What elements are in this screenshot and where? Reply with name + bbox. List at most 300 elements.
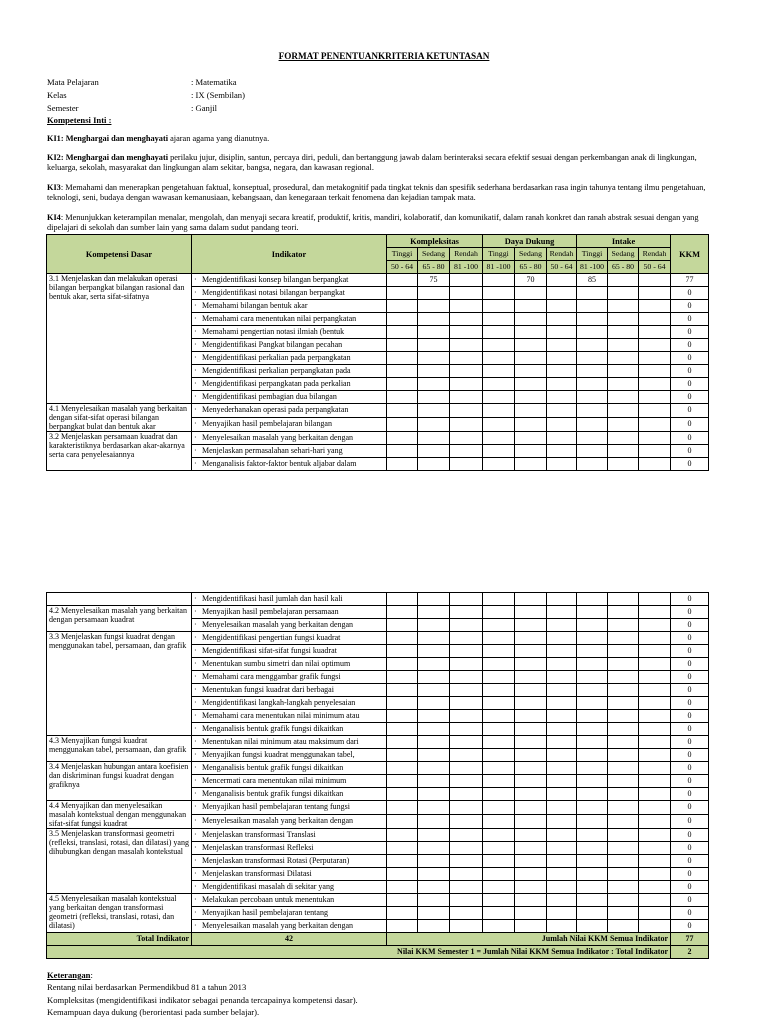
nilai-cell bbox=[547, 801, 577, 815]
nilai-cell bbox=[577, 352, 608, 365]
nilai-cell bbox=[577, 736, 608, 749]
kompetensi-dasar-cell: 3.1 Menjelaskan dan melakukan operasi bilangan berpangkat bilangan rasional dan bentuk akar, serta sifat-sifatnya bbox=[47, 274, 192, 404]
nilai-cell bbox=[450, 632, 483, 645]
nilai-cell bbox=[450, 326, 483, 339]
nilai-cell bbox=[639, 788, 671, 801]
nilai-cell bbox=[577, 671, 608, 684]
nilai-cell bbox=[608, 619, 639, 632]
nilai-cell bbox=[418, 829, 450, 842]
kkm-cell: 0 bbox=[671, 365, 709, 378]
indikator-cell: · Menyelesaikan masalah yang berkaitan dengan bbox=[192, 432, 387, 445]
nilai-cell bbox=[577, 907, 608, 920]
header-range: 81 -100 bbox=[450, 261, 483, 274]
nilai-cell bbox=[387, 619, 418, 632]
nilai-cell bbox=[515, 881, 547, 894]
nilai-cell bbox=[547, 920, 577, 933]
nilai-cell bbox=[515, 907, 547, 920]
nilai-cell bbox=[547, 404, 577, 418]
nilai-cell bbox=[418, 684, 450, 697]
nilai-cell bbox=[608, 684, 639, 697]
nilai-cell bbox=[483, 458, 515, 471]
nilai-cell bbox=[418, 842, 450, 855]
nilai-cell bbox=[577, 365, 608, 378]
kkm-cell: 0 bbox=[671, 458, 709, 471]
nilai-kkm-semester-label: Nilai KKM Semester 1 = Jumlah Nilai KKM Semua Indikator : Total Indikator bbox=[47, 946, 671, 959]
kkm-table-part1 bbox=[46, 234, 709, 471]
nilai-cell bbox=[639, 378, 671, 391]
kkm-cell: 0 bbox=[671, 684, 709, 697]
nilai-cell bbox=[577, 815, 608, 829]
nilai-cell bbox=[387, 855, 418, 868]
nilai-cell bbox=[418, 391, 450, 404]
nilai-cell bbox=[639, 868, 671, 881]
nilai-cell bbox=[577, 378, 608, 391]
jumlah-nilai-value: 77 bbox=[671, 933, 709, 946]
nilai-cell bbox=[515, 788, 547, 801]
nilai-cell bbox=[450, 868, 483, 881]
table-row bbox=[47, 404, 709, 418]
indikator-cell: · Mengidentifikasi konsep bilangan berpangkat bbox=[192, 274, 387, 287]
table-row bbox=[47, 632, 709, 645]
indikator-cell: · Mengidentifikasi hasil jumlah dan hasil kali bbox=[192, 593, 387, 606]
nilai-cell bbox=[639, 391, 671, 404]
nilai-cell bbox=[577, 697, 608, 710]
kkm-cell: 0 bbox=[671, 762, 709, 775]
indikator-cell: · Mengidentifikasi langkah-langkah penyelesaian bbox=[192, 697, 387, 710]
kkm-cell: 0 bbox=[671, 907, 709, 920]
nilai-cell bbox=[608, 274, 639, 287]
nilai-cell bbox=[483, 432, 515, 445]
nilai-cell bbox=[639, 736, 671, 749]
nilai-cell bbox=[577, 842, 608, 855]
nilai-cell bbox=[483, 749, 515, 762]
nilai-cell bbox=[577, 710, 608, 723]
nilai-cell bbox=[577, 801, 608, 815]
nilai-cell bbox=[450, 842, 483, 855]
nilai-cell bbox=[608, 287, 639, 300]
nilai-cell bbox=[639, 762, 671, 775]
nilai-cell bbox=[483, 907, 515, 920]
nilai-cell bbox=[608, 378, 639, 391]
nilai-cell bbox=[608, 710, 639, 723]
nilai-cell bbox=[418, 326, 450, 339]
kompetensi-dasar-cell: 4.5 Menyelesaikan masalah kontekstual yang berkaitan dengan transformasi geometri (refleksi, translasi, rotasi, dan dilatasi) bbox=[47, 894, 192, 933]
nilai-cell bbox=[450, 736, 483, 749]
nilai-cell bbox=[387, 684, 418, 697]
nilai-cell bbox=[387, 391, 418, 404]
nilai-cell bbox=[387, 287, 418, 300]
table-row bbox=[47, 736, 709, 749]
nilai-cell bbox=[483, 684, 515, 697]
nilai-cell bbox=[639, 829, 671, 842]
kkm-cell: 0 bbox=[671, 723, 709, 736]
nilai-cell bbox=[608, 907, 639, 920]
nilai-cell bbox=[387, 868, 418, 881]
nilai-cell bbox=[418, 920, 450, 933]
nilai-cell bbox=[547, 829, 577, 842]
nilai-cell bbox=[639, 723, 671, 736]
kompetensi-dasar-cell: 4.2 Menyelesaikan masalah yang berkaitan dengan persamaan kuadrat bbox=[47, 606, 192, 632]
nilai-cell bbox=[515, 339, 547, 352]
nilai-cell bbox=[515, 619, 547, 632]
nilai-cell bbox=[547, 907, 577, 920]
kkm-cell: 0 bbox=[671, 619, 709, 632]
indikator-cell: · Menyajikan hasil pembelajaran persamaan bbox=[192, 606, 387, 619]
nilai-cell bbox=[547, 378, 577, 391]
nilai-cell bbox=[418, 378, 450, 391]
nilai-cell bbox=[547, 788, 577, 801]
nilai-cell bbox=[450, 391, 483, 404]
nilai-cell bbox=[639, 684, 671, 697]
kkm-table-part2 bbox=[46, 592, 709, 959]
nilai-cell bbox=[547, 697, 577, 710]
nilai-cell bbox=[450, 710, 483, 723]
nilai-cell bbox=[608, 365, 639, 378]
nilai-cell bbox=[547, 842, 577, 855]
legend-heading: Keterangan bbox=[47, 970, 91, 980]
header-level: Rendah bbox=[639, 248, 671, 261]
indikator-cell: · Mengidentifikasi perkalian perpangkatan pada bbox=[192, 365, 387, 378]
kkm-cell: 0 bbox=[671, 829, 709, 842]
nilai-cell bbox=[577, 645, 608, 658]
nilai-cell bbox=[450, 881, 483, 894]
nilai-cell bbox=[639, 855, 671, 868]
indikator-cell: · Menyajikan hasil pembelajaran tentang fungsi bbox=[192, 801, 387, 815]
nilai-cell bbox=[515, 432, 547, 445]
nilai-cell bbox=[515, 671, 547, 684]
nilai-cell bbox=[483, 723, 515, 736]
nilai-cell bbox=[577, 762, 608, 775]
nilai-cell bbox=[418, 445, 450, 458]
nilai-cell bbox=[577, 445, 608, 458]
nilai-cell bbox=[547, 458, 577, 471]
nilai-cell bbox=[418, 658, 450, 671]
nilai-cell bbox=[608, 352, 639, 365]
nilai-cell bbox=[483, 736, 515, 749]
nilai-cell bbox=[515, 287, 547, 300]
nilai-cell bbox=[608, 645, 639, 658]
kkm-cell: 0 bbox=[671, 352, 709, 365]
indikator-cell: · Mengidentifikasi Pangkat bilangan pecahan bbox=[192, 339, 387, 352]
nilai-cell bbox=[418, 855, 450, 868]
nilai-cell bbox=[387, 710, 418, 723]
nilai-cell bbox=[515, 684, 547, 697]
nilai-cell bbox=[418, 801, 450, 815]
nilai-cell bbox=[387, 432, 418, 445]
kkm-cell: 0 bbox=[671, 815, 709, 829]
nilai-cell bbox=[577, 300, 608, 313]
kkm-cell: 0 bbox=[671, 300, 709, 313]
kkm-cell: 0 bbox=[671, 432, 709, 445]
nilai-cell bbox=[483, 671, 515, 684]
indikator-cell: · Mengidentifikasi pembagian dua bilangan bbox=[192, 391, 387, 404]
nilai-cell bbox=[450, 313, 483, 326]
nilai-cell bbox=[483, 287, 515, 300]
nilai-cell bbox=[547, 894, 577, 907]
nilai-cell bbox=[639, 352, 671, 365]
nilai-cell bbox=[418, 723, 450, 736]
nilai-cell bbox=[387, 775, 418, 788]
nilai-cell bbox=[515, 723, 547, 736]
nilai-cell bbox=[547, 365, 577, 378]
nilai-cell bbox=[577, 391, 608, 404]
nilai-cell bbox=[387, 458, 418, 471]
nilai-cell bbox=[608, 762, 639, 775]
kkm-cell: 0 bbox=[671, 894, 709, 907]
indikator-cell: · Mengidentifikasi sifat-sifat fungsi kuadrat bbox=[192, 645, 387, 658]
header-range: 65 - 80 bbox=[515, 261, 547, 274]
nilai-cell bbox=[639, 404, 671, 418]
nilai-cell bbox=[608, 855, 639, 868]
nilai-cell bbox=[547, 619, 577, 632]
nilai-cell bbox=[577, 606, 608, 619]
nilai-cell bbox=[483, 710, 515, 723]
nilai-cell bbox=[387, 313, 418, 326]
nilai-cell bbox=[577, 920, 608, 933]
header-range: 65 - 80 bbox=[418, 261, 450, 274]
nilai-cell bbox=[387, 365, 418, 378]
nilai-cell bbox=[450, 855, 483, 868]
nilai-cell bbox=[387, 920, 418, 933]
nilai-cell bbox=[387, 606, 418, 619]
nilai-cell bbox=[483, 445, 515, 458]
nilai-cell bbox=[608, 418, 639, 432]
nilai-cell bbox=[515, 868, 547, 881]
nilai-cell bbox=[639, 365, 671, 378]
nilai-cell bbox=[387, 339, 418, 352]
nilai-cell bbox=[387, 829, 418, 842]
nilai-cell bbox=[450, 378, 483, 391]
indikator-cell: · Menyelesaikan masalah yang berkaitan dengan bbox=[192, 920, 387, 933]
nilai-cell bbox=[450, 339, 483, 352]
nilai-cell bbox=[450, 593, 483, 606]
kkm-cell: 0 bbox=[671, 775, 709, 788]
nilai-cell bbox=[608, 458, 639, 471]
nilai-cell bbox=[387, 842, 418, 855]
nilai-cell bbox=[547, 432, 577, 445]
nilai-cell bbox=[547, 645, 577, 658]
nilai-cell bbox=[387, 445, 418, 458]
header-range: 50 - 64 bbox=[387, 261, 418, 274]
indikator-cell: · Menyelesaikan masalah yang berkaitan dengan bbox=[192, 815, 387, 829]
header-indikator: Indikator bbox=[192, 235, 387, 274]
indikator-cell: · Mencermati cara menentukan nilai minimum bbox=[192, 775, 387, 788]
nilai-cell bbox=[418, 697, 450, 710]
nilai-cell: 70 bbox=[515, 274, 547, 287]
nilai-cell bbox=[639, 458, 671, 471]
nilai-cell bbox=[387, 723, 418, 736]
nilai-cell bbox=[418, 418, 450, 432]
nilai-cell bbox=[577, 855, 608, 868]
nilai-cell bbox=[608, 801, 639, 815]
nilai-cell bbox=[547, 313, 577, 326]
nilai-cell bbox=[639, 645, 671, 658]
nilai-cell bbox=[577, 313, 608, 326]
nilai-cell bbox=[450, 300, 483, 313]
nilai-cell bbox=[387, 671, 418, 684]
indikator-cell: · Mengidentifikasi perpangkatan pada perkalian bbox=[192, 378, 387, 391]
table-row bbox=[47, 894, 709, 907]
nilai-cell bbox=[577, 788, 608, 801]
nilai-cell bbox=[639, 619, 671, 632]
kkm-cell: 0 bbox=[671, 404, 709, 418]
kkm-cell: 0 bbox=[671, 710, 709, 723]
nilai-cell bbox=[450, 697, 483, 710]
nilai-cell bbox=[450, 762, 483, 775]
nilai-cell bbox=[608, 313, 639, 326]
nilai-cell bbox=[387, 352, 418, 365]
header-level: Tinggi bbox=[577, 248, 608, 261]
nilai-cell bbox=[418, 815, 450, 829]
nilai-cell bbox=[418, 894, 450, 907]
nilai-cell bbox=[515, 313, 547, 326]
nilai-cell bbox=[387, 762, 418, 775]
indikator-cell: · Menentukan sumbu simetri dan nilai optimum bbox=[192, 658, 387, 671]
nilai-cell bbox=[387, 749, 418, 762]
nilai-cell bbox=[577, 287, 608, 300]
nilai-cell bbox=[639, 274, 671, 287]
nilai-cell bbox=[418, 710, 450, 723]
nilai-cell bbox=[639, 842, 671, 855]
nilai-cell bbox=[639, 606, 671, 619]
nilai-cell bbox=[483, 339, 515, 352]
nilai-cell bbox=[547, 855, 577, 868]
nilai-cell bbox=[639, 287, 671, 300]
nilai-cell bbox=[483, 920, 515, 933]
total-indikator-value: 42 bbox=[192, 933, 387, 946]
nilai-cell: 85 bbox=[577, 274, 608, 287]
nilai-cell bbox=[418, 881, 450, 894]
nilai-cell bbox=[577, 684, 608, 697]
nilai-cell bbox=[547, 671, 577, 684]
nilai-cell bbox=[387, 907, 418, 920]
table-row bbox=[47, 274, 709, 287]
nilai-cell bbox=[547, 868, 577, 881]
nilai-cell bbox=[639, 671, 671, 684]
indikator-cell: · Menjelaskan transformasi Rotasi (Perputaran) bbox=[192, 855, 387, 868]
kkm-cell: 0 bbox=[671, 868, 709, 881]
nilai-cell bbox=[608, 881, 639, 894]
nilai-cell bbox=[639, 894, 671, 907]
nilai-kkm-semester-row bbox=[47, 946, 709, 959]
nilai-cell bbox=[450, 671, 483, 684]
kompetensi-dasar-cell: 4.3 Menyajikan fungsi kuadrat menggunakan tabel, persamaan, dan grafik bbox=[47, 736, 192, 762]
nilai-cell bbox=[515, 593, 547, 606]
nilai-cell bbox=[608, 445, 639, 458]
indikator-cell: · Menganalisis bentuk grafik fungsi dikaitkan bbox=[192, 723, 387, 736]
nilai-cell bbox=[418, 339, 450, 352]
kkm-cell: 0 bbox=[671, 749, 709, 762]
nilai-cell bbox=[483, 300, 515, 313]
nilai-cell bbox=[547, 723, 577, 736]
nilai-cell bbox=[483, 365, 515, 378]
ki3-paragraph: KI3: Memahami dan menerapkan pengetahuan faktual, konseptual, prosedural, dan metakognitif pada tingkat teknis dan spesifik sederhana berdasarkan rasa ingin tahunya tentang ilmu pengetahuan, teknologi, seni, budaya dengan wawasan kemanusiaan, kebangsaan, dan kenegaraan terkait fenomena dan kejadian tampak mata. bbox=[47, 183, 706, 202]
table-row bbox=[47, 829, 709, 842]
nilai-cell bbox=[483, 619, 515, 632]
nilai-cell bbox=[418, 404, 450, 418]
header-level: Rendah bbox=[547, 248, 577, 261]
nilai-cell bbox=[639, 801, 671, 815]
indikator-cell: · Mengidentifikasi pengertian fungsi kuadrat bbox=[192, 632, 387, 645]
nilai-cell bbox=[577, 458, 608, 471]
header-level: Sedang bbox=[608, 248, 639, 261]
nilai-cell bbox=[547, 710, 577, 723]
nilai-cell bbox=[483, 801, 515, 815]
nilai-cell bbox=[483, 606, 515, 619]
kkm-cell: 0 bbox=[671, 697, 709, 710]
nilai-cell bbox=[450, 788, 483, 801]
nilai-cell bbox=[387, 274, 418, 287]
nilai-cell bbox=[639, 326, 671, 339]
nilai-cell bbox=[515, 300, 547, 313]
nilai-cell bbox=[639, 815, 671, 829]
header-level: Sedang bbox=[418, 248, 450, 261]
kkm-cell: 0 bbox=[671, 445, 709, 458]
header-range: 50 - 64 bbox=[639, 261, 671, 274]
nilai-cell bbox=[608, 920, 639, 933]
nilai-cell bbox=[387, 418, 418, 432]
nilai-cell bbox=[450, 432, 483, 445]
nilai-cell bbox=[418, 365, 450, 378]
kompetensi-dasar-cell: 3.3 Menjelaskan fungsi kuadrat dengan menggunakan tabel, persamaan, dan grafik bbox=[47, 632, 192, 736]
nilai-cell bbox=[418, 645, 450, 658]
nilai-cell bbox=[515, 365, 547, 378]
table-row bbox=[47, 593, 709, 606]
nilai-cell bbox=[387, 645, 418, 658]
nilai-cell bbox=[515, 658, 547, 671]
nilai-cell bbox=[450, 274, 483, 287]
nilai-cell bbox=[608, 829, 639, 842]
kkm-cell: 0 bbox=[671, 313, 709, 326]
nilai-cell bbox=[547, 606, 577, 619]
nilai-cell bbox=[608, 404, 639, 418]
nilai-cell bbox=[450, 404, 483, 418]
nilai-cell bbox=[418, 619, 450, 632]
kkm-cell: 0 bbox=[671, 606, 709, 619]
nilai-cell bbox=[450, 815, 483, 829]
nilai-cell bbox=[639, 881, 671, 894]
nilai-cell bbox=[515, 418, 547, 432]
nilai-cell bbox=[450, 287, 483, 300]
nilai-cell bbox=[418, 868, 450, 881]
indikator-cell: · Menganalisis faktor-faktor bentuk aljabar dalam bbox=[192, 458, 387, 471]
kkm-cell: 0 bbox=[671, 287, 709, 300]
kkm-cell: 0 bbox=[671, 339, 709, 352]
indikator-cell: · Menyajikan hasil pembelajaran bilangan bbox=[192, 418, 387, 432]
nilai-cell bbox=[450, 619, 483, 632]
nilai-cell bbox=[639, 920, 671, 933]
nilai-cell bbox=[577, 749, 608, 762]
nilai-cell bbox=[608, 300, 639, 313]
nilai-cell bbox=[387, 881, 418, 894]
nilai-cell bbox=[450, 801, 483, 815]
legend-line: Kemampuan daya dukung (berorientasi pada sumber belajar). bbox=[47, 1007, 260, 1018]
nilai-cell: 75 bbox=[418, 274, 450, 287]
nilai-cell bbox=[418, 458, 450, 471]
nilai-cell bbox=[483, 645, 515, 658]
nilai-cell bbox=[515, 391, 547, 404]
nilai-cell bbox=[387, 658, 418, 671]
nilai-cell bbox=[515, 326, 547, 339]
nilai-cell bbox=[608, 339, 639, 352]
nilai-cell bbox=[418, 287, 450, 300]
nilai-cell bbox=[639, 300, 671, 313]
nilai-cell bbox=[418, 432, 450, 445]
nilai-cell bbox=[515, 829, 547, 842]
nilai-cell bbox=[547, 749, 577, 762]
nilai-cell bbox=[547, 881, 577, 894]
nilai-cell bbox=[387, 326, 418, 339]
